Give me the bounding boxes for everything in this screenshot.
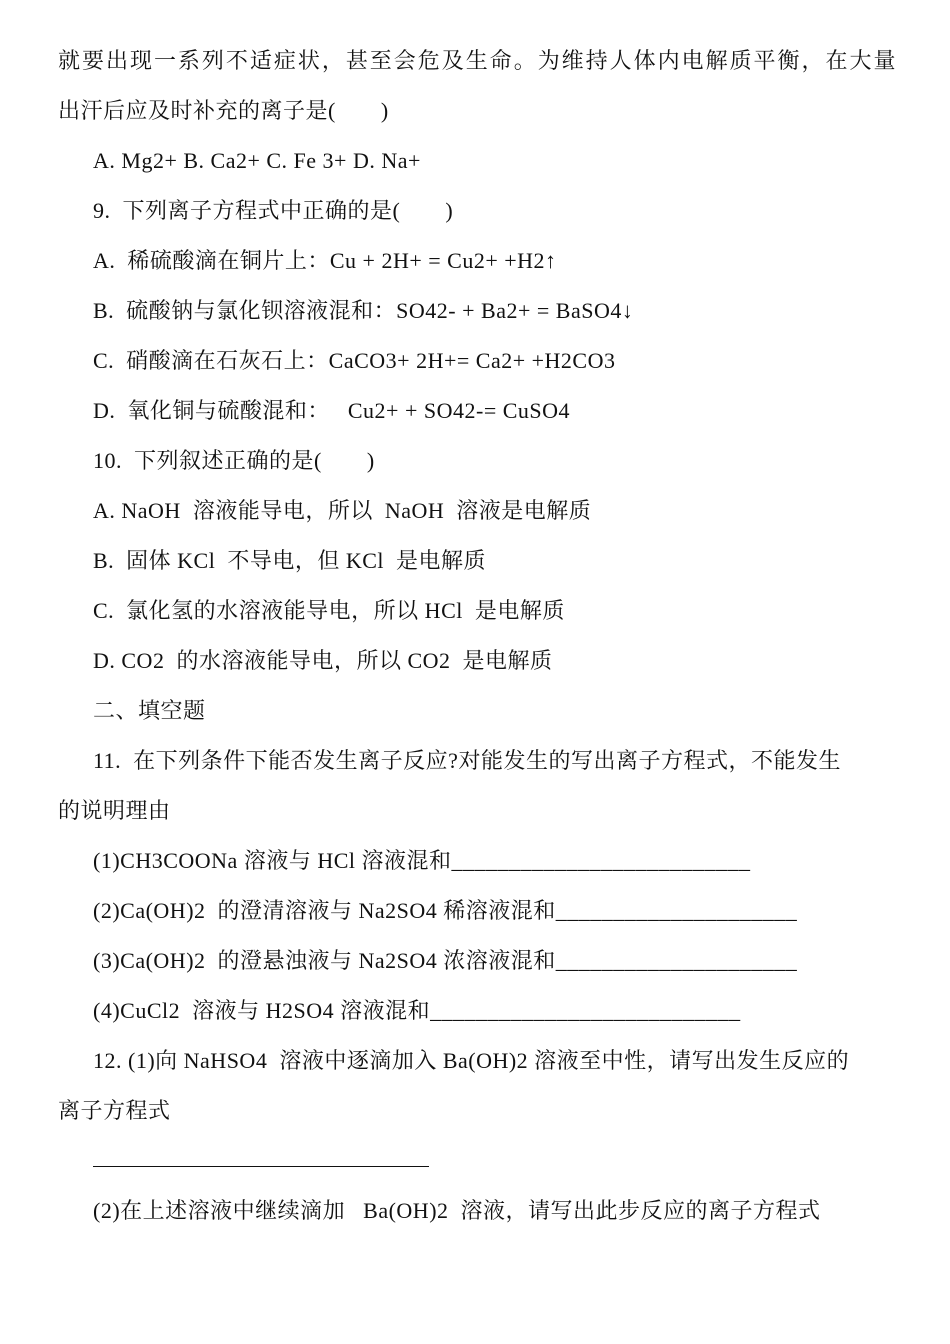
- question-9-option-d: D. 氧化铜与硫酸混和： Cu2+ + SO42-= CuSO4: [93, 398, 571, 423]
- question-10-option-c: C. 氯化氢的水溶液能导电，所以 HCl 是电解质: [93, 598, 565, 623]
- question-10-option-d: D. CO2 的水溶液能导电，所以 CO2 是电解质: [93, 648, 553, 673]
- question-10-stem: 10. 下列叙述正确的是( ): [93, 448, 375, 473]
- question-11-stem-line-2: 的说明理由: [58, 798, 171, 823]
- question-9-option-a: A. 稀硫酸滴在铜片上：Cu + 2H+ = Cu2+ +H2↑: [93, 248, 557, 273]
- question-10-option-b: B. 固体 KCl 不导电，但 KCl 是电解质: [93, 548, 487, 573]
- question-9-option-b: B. 硫酸钠与氯化钡溶液混和：SO42- + Ba2+ = BaSO4↓: [93, 298, 634, 323]
- answer-blank-line: [93, 1166, 429, 1167]
- question-12-stem-line-2: 离子方程式: [58, 1098, 171, 1123]
- question-11-stem-line-1: 11. 在下列条件下能否发生离子反应?对能发生的写出离子方程式，不能发生: [93, 748, 841, 773]
- question-8-continuation-line-1: 就要出现一系列不适症状，甚至会危及生命。为维持人体内电解质平衡，在大量: [58, 48, 896, 73]
- question-8-continuation-line-2: 出汗后应及时补充的离子是( ): [58, 98, 389, 123]
- question-8-options: A. Mg2+ B. Ca2+ C. Fe 3+ D. Na+: [93, 148, 421, 173]
- question-11-part-4: (4)CuCl2 溶液与 H2SO4 溶液混和___________________________: [93, 998, 741, 1023]
- question-12-stem-line-1: 12. (1)向 NaHSO4 溶液中逐滴加入 Ba(OH)2 溶液至中性，请写出发生反应的: [93, 1048, 850, 1073]
- question-10-option-a: A. NaOH 溶液能导电，所以 NaOH 溶液是电解质: [93, 498, 592, 523]
- section-heading-fill-in: 二、填空题: [93, 698, 206, 723]
- question-12-part-2: (2)在上述溶液中继续滴加 Ba(OH)2 溶液，请写出此步反应的离子方程式: [93, 1198, 821, 1223]
- question-11-part-2: (2)Ca(OH)2 的澄清溶液与 Na2SO4 稀溶液混和_____________________: [93, 898, 798, 923]
- question-11-part-1: (1)CH3COONa 溶液与 HCl 溶液混和__________________________: [93, 848, 751, 873]
- question-9-stem: 9. 下列离子方程式中正确的是( ): [93, 198, 454, 223]
- question-11-part-3: (3)Ca(OH)2 的澄悬浊液与 Na2SO4 浓溶液混和_____________________: [93, 948, 798, 973]
- question-9-option-c: C. 硝酸滴在石灰石上：CaCO3+ 2H+= Ca2+ +H2CO3: [93, 348, 616, 373]
